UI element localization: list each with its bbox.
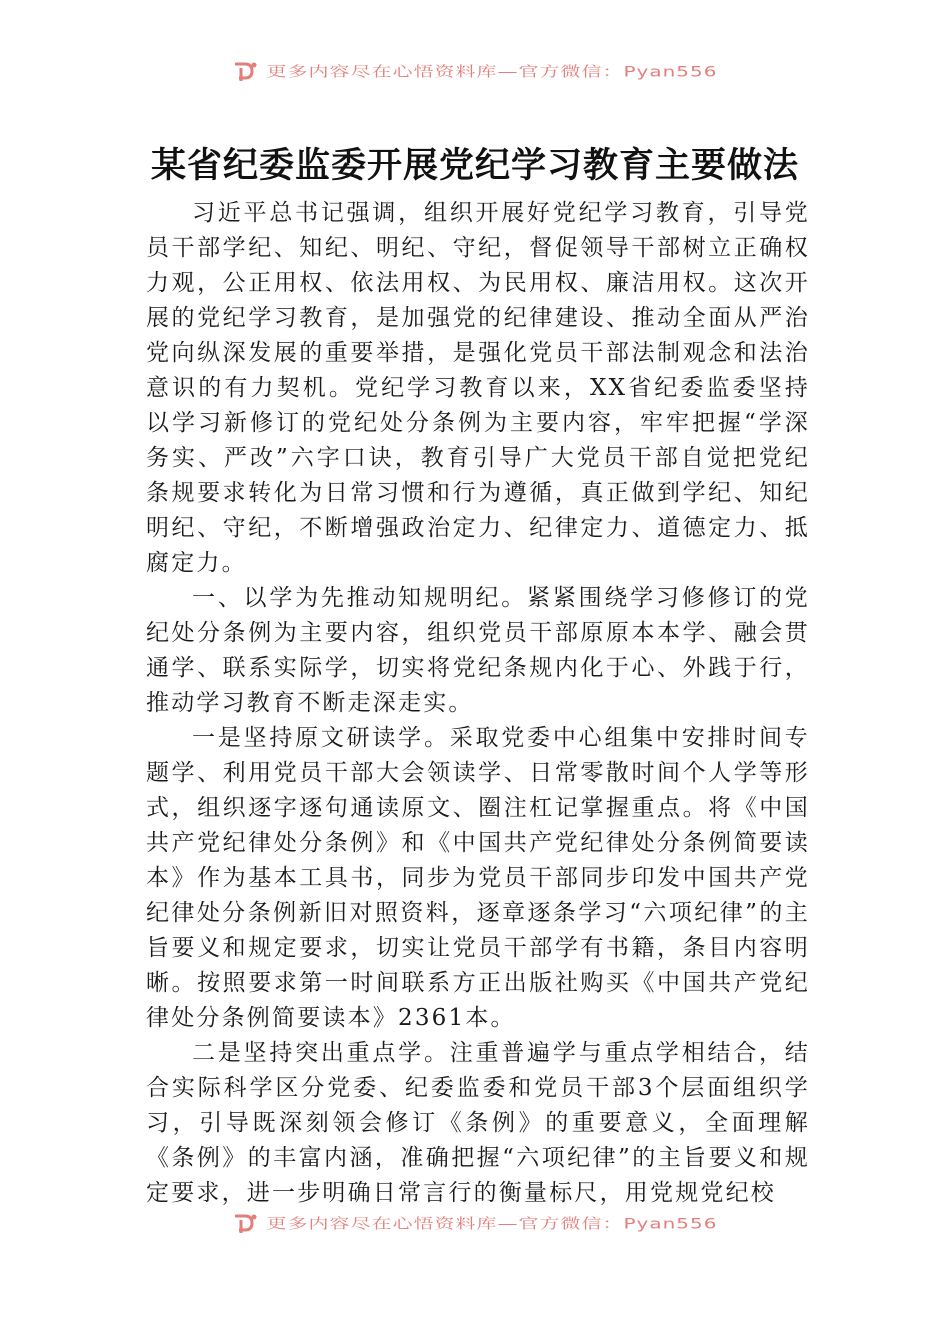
watermark-text: 更多内容尽在心悟资料库—官方微信：Pyan556 xyxy=(266,62,718,81)
footer-watermark xyxy=(0,1208,950,1237)
brand-logo-icon xyxy=(232,1212,258,1234)
paragraph-section-one: 一、以学为先推动知规明纪。紧紧围绕学习修修订的党纪处分条例为主要内容，组织党员干部原原本本学、融会贯通学、联系实际学，切实将党纪条规内化于心、外践于行，推动学习教育不断走深走实。 xyxy=(146,585,810,716)
paragraph-point-two: 二是坚持突出重点学。注重普遍学与重点学相结合，结合实际科学区分党委、纪委监委和党员干部3个层面组织学习，引导既深刻领会修订《条例》的重要意义，全面理解《条例》的丰富内涵，准确把握“六项纪律”的主旨要义和规定要求，进一步明确日常言行的衡量标尺，用党规党纪校 xyxy=(146,1040,810,1206)
header-watermark xyxy=(0,56,950,85)
paragraph-intro: 习近平总书记强调，组织开展好党纪学习教育，引导党员干部学纪、知纪、明纪、守纪，督促领导干部树立正确权力观，公正用权、依法用权、为民用权、廉洁用权。这次开展的党纪学习教育，是加强党的纪律建设、推动全面从严治党向纵深发展的重要举措，是强化党员干部法制观念和法治意识的有力契机。党纪学习教育以来，XX省纪委监委坚持以学习新修订的党纪处分条例为主要内容，牢牢把握“学深务实、严改”六字口诀，教育引导广大党员干部自觉把党纪条规要求转化为日常习惯和行为遵循，真正做到学纪、知纪明纪、守纪，不断增强政治定力、纪律定力、道德定力、抵腐定力。 xyxy=(146,200,810,576)
document-body xyxy=(146,196,810,1211)
document-title: 某省纪委监委开展党纪学习教育主要做法 xyxy=(150,145,799,186)
watermark-text: 更多内容尽在心悟资料库—官方微信：Pyan556 xyxy=(266,1214,718,1233)
brand-logo-icon xyxy=(232,60,258,82)
paragraph-point-one: 一是坚持原文研读学。采取党委中心组集中安排时间专题学、利用党员干部大会领读学、日常零散时间个人学等形式，组织逐字逐句通读原文、圈注杠记掌握重点。将《中国共产党纪律处分条例》和《中国共产党纪律处分条例简要读本》作为基本工具书，同步为党员干部同步印发中国共产党纪律处分条例新旧对照资料，逐章逐条学习“六项纪律”的主旨要义和规定要求，切实让党员干部学有书籍，条目内容明晰。按照要求第一时间联系方正出版社购买《中国共产党纪律处分条例简要读本》2361本。 xyxy=(146,725,810,1031)
